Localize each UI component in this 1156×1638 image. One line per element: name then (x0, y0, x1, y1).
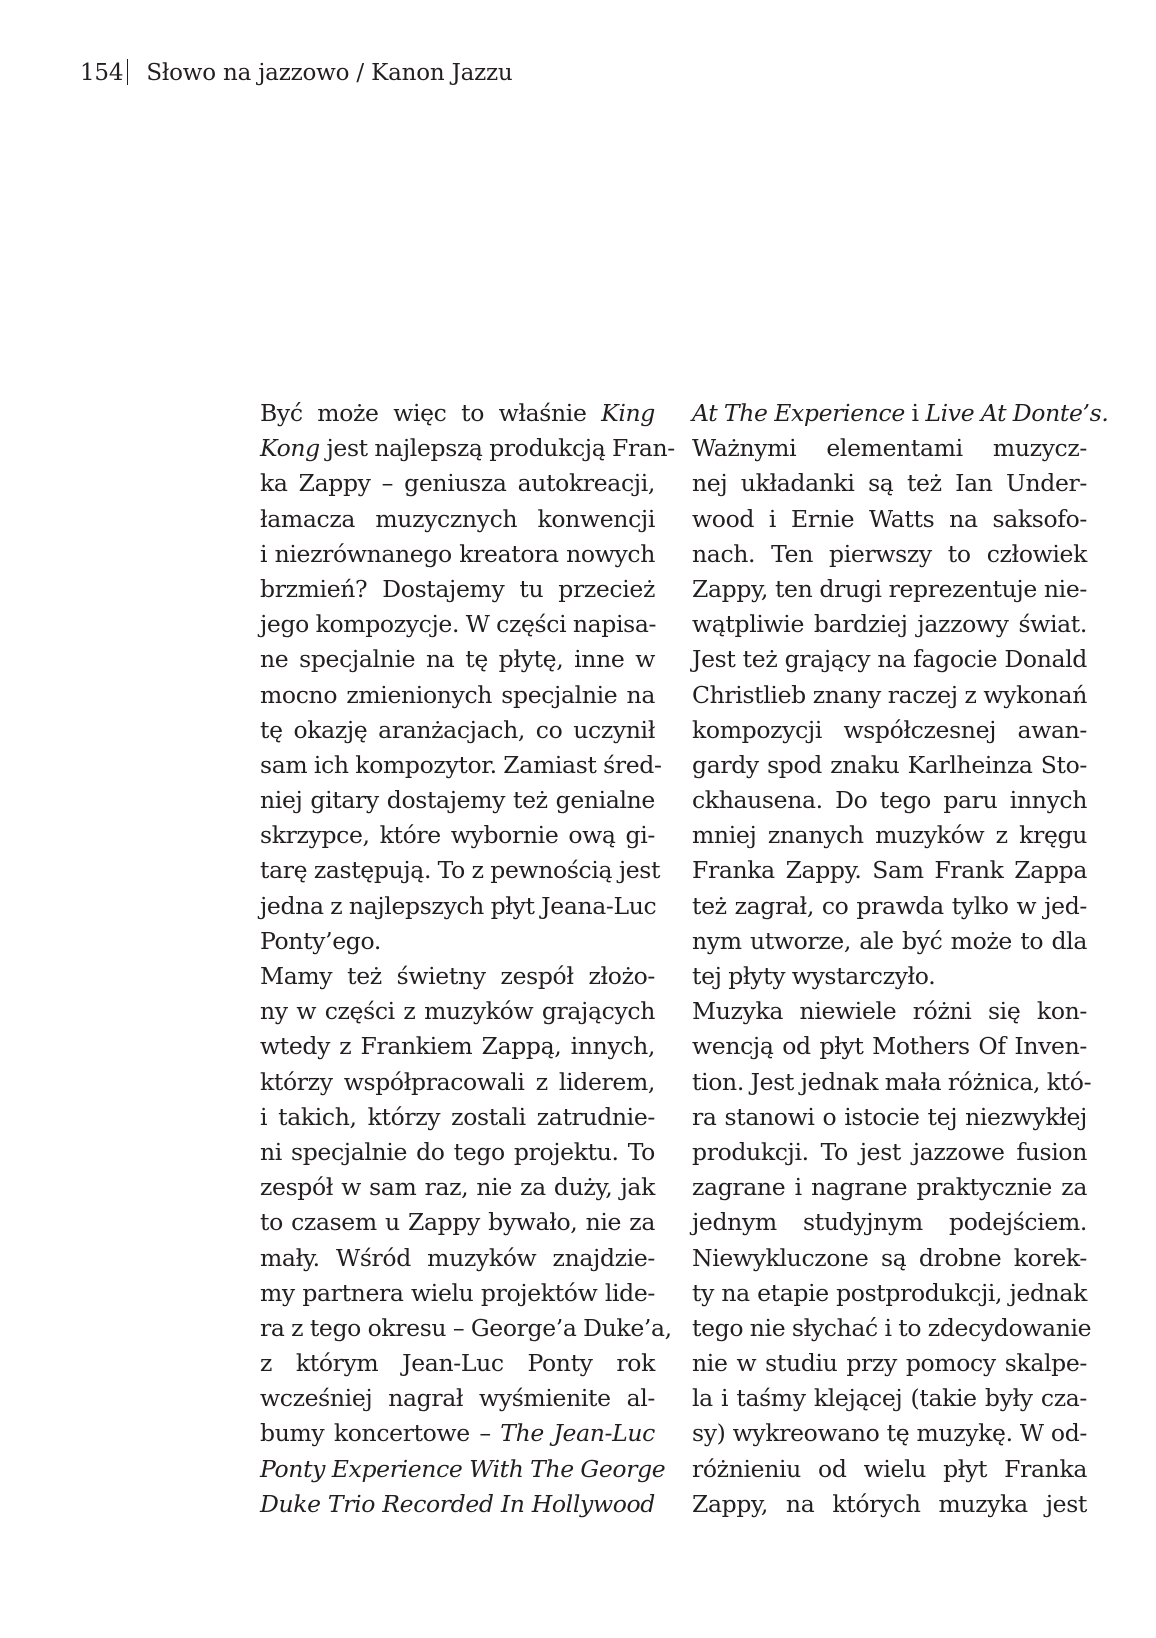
text-run: tion. Jest jednak mała różnica, któ- (692, 1067, 1092, 1096)
text-line (692, 1205, 1087, 1240)
text-run: jego kompozycje. W części napisa- (260, 610, 657, 639)
text-line (260, 1170, 655, 1205)
text-line (692, 889, 1087, 924)
text-line (260, 607, 655, 642)
text-run: ka Zappy – geniusza autokreacji, (260, 469, 655, 498)
text-run: zespół w sam raz, nie za duży, jak (260, 1173, 655, 1202)
text-line (260, 1241, 655, 1276)
text-run: nej układanki są też Ian Under- (692, 469, 1087, 498)
text-line (260, 748, 662, 783)
text-line (692, 1416, 1087, 1451)
text-column-left (260, 396, 675, 1522)
text-line (260, 1029, 655, 1064)
text-line (692, 1487, 1087, 1522)
text-run: mniej znanych muzyków z kręgu (692, 821, 1087, 850)
text-line (260, 959, 655, 994)
text-line (260, 537, 655, 572)
text-run: Ważnymi elementami muzycz- (692, 434, 1087, 463)
text-line (692, 502, 1087, 537)
text-run: skrzypce, które wybornie ową gi- (260, 821, 655, 850)
text-run: ni specjalnie do tego projektu. To (260, 1137, 655, 1166)
text-run: sam ich kompozytor. Zamiast śred- (260, 750, 662, 779)
text-run: ne specjalnie na tę płytę, inne w (260, 645, 655, 674)
text-run: nach. Ten pierwszy to człowiek (692, 539, 1087, 568)
text-line (692, 1346, 1087, 1381)
text-line (260, 1205, 655, 1240)
text-run: niej gitary dostajemy też genialne (260, 786, 655, 815)
text-run: Być może więc to właśnie (260, 399, 602, 427)
text-run: wcześniej nagrał wyśmienite al- (260, 1384, 655, 1413)
text-run: różnieniu od wielu płyt Franka (692, 1454, 1087, 1483)
text-run: z którym Jean-Luc Ponty rok (260, 1349, 655, 1378)
italic-title: Live At Donte’s. (925, 399, 1109, 427)
text-line (692, 1276, 1087, 1311)
italic-title: Ponty Experience With The George (260, 1454, 666, 1483)
text-run: bumy koncertowe – (260, 1419, 501, 1448)
text-line (692, 959, 1087, 994)
text-run: ckhausena. Do tego paru innych (692, 786, 1087, 815)
text-run: gardy spod znaku Karlheinza Sto- (692, 750, 1087, 779)
text-run: i niezrównanego kreatora nowych (260, 539, 655, 568)
text-run: ra z tego okresu – George’a Duke’a, (260, 1313, 672, 1342)
page-number: 154 (80, 60, 124, 86)
text-run: jednym studyjnym podejściem. (692, 1208, 1087, 1237)
text-line (692, 572, 1087, 607)
italic-title: King (601, 399, 655, 427)
text-run: jedna z najlepszych płyt Jeana-Luc (260, 891, 657, 920)
text-run: Christlieb znany raczej z wykonań (692, 680, 1087, 709)
text-line (692, 818, 1087, 853)
text-run: Jest też grający na fagocie Donald (692, 645, 1087, 674)
text-line (260, 1135, 655, 1170)
text-run: nym utworze, ale być może to dla (692, 926, 1087, 955)
text-line (260, 924, 655, 959)
text-run: produkcji. To jest jazzowe fusion (692, 1137, 1087, 1166)
text-run: wątpliwie bardziej jazzowy świat. (692, 610, 1087, 639)
text-run: sy) wykreowano tę muzykę. W od- (692, 1419, 1087, 1448)
text-run: Ponty’ego. (260, 926, 381, 955)
text-run: wood i Ernie Watts na saksofo- (692, 504, 1087, 533)
text-run: la i taśmy klejącej (takie były cza- (692, 1384, 1087, 1413)
text-run: i takich, którzy zostali zatrudnie- (260, 1102, 655, 1131)
text-run: brzmień? Dostajemy tu przecież (260, 574, 655, 603)
text-line (260, 642, 655, 677)
text-run: którzy współpracowali z liderem, (260, 1067, 655, 1096)
text-line (260, 502, 655, 537)
italic-title: Kong (260, 434, 320, 463)
text-line (260, 889, 655, 924)
text-line (260, 853, 661, 888)
text-line (260, 1416, 655, 1451)
text-line (692, 783, 1087, 818)
text-line (692, 713, 1087, 748)
text-line (260, 396, 655, 431)
text-line (692, 431, 1087, 466)
text-run: Zappy, na których muzyka jest (692, 1489, 1087, 1518)
text-run: ty na etapie postprodukcji, jednak (692, 1278, 1087, 1307)
text-run: tę okazję aranżacjach, co uczynił (260, 715, 655, 744)
header-separator (127, 59, 128, 85)
text-run: mały. Wśród muzyków znajdzie- (260, 1243, 655, 1272)
text-line (692, 853, 1087, 888)
text-run: wtedy z Frankiem Zappą, innych, (260, 1032, 655, 1061)
text-line (260, 1452, 666, 1487)
text-line (260, 572, 655, 607)
text-run: tego nie słychać i to zdecydowanie (692, 1313, 1092, 1342)
text-run: Niewykluczone są drobne korek- (692, 1243, 1087, 1272)
text-line (692, 537, 1087, 572)
text-line (260, 818, 655, 853)
text-run: my partnera wielu projektów lide- (260, 1278, 655, 1307)
text-run: ra stanowi o istocie tej niezwykłej (692, 1102, 1087, 1131)
text-line (692, 1029, 1087, 1064)
text-line (692, 1381, 1087, 1416)
text-line (260, 713, 655, 748)
text-run: i (904, 399, 926, 427)
text-run: to czasem u Zappy bywało, nie za (260, 1208, 655, 1237)
text-line (692, 607, 1087, 642)
text-run: Zappy, ten drugi reprezentuje nie- (692, 574, 1087, 603)
text-line (692, 1170, 1087, 1205)
text-column-right (692, 396, 1109, 1522)
text-run: nie w studiu przy pomocy skalpe- (692, 1349, 1087, 1378)
text-run: jest najlepszą produkcją Fran- (319, 434, 675, 463)
text-line (692, 748, 1087, 783)
text-run: też zagrał, co prawda tylko w jed- (692, 891, 1087, 920)
text-line (692, 678, 1087, 713)
text-run: tarę zastępują. To z pewnością jest (260, 856, 661, 885)
text-line (692, 1452, 1087, 1487)
italic-title: Duke Trio Recorded In Hollywood (260, 1489, 655, 1518)
text-line (260, 1276, 655, 1311)
text-run: Muzyka niewiele różni się kon- (692, 997, 1087, 1026)
text-line (260, 466, 655, 501)
text-line (260, 783, 655, 818)
text-run: Mamy też świetny zespół złożo- (260, 962, 655, 990)
text-run: kompozycji współczesnej awan- (692, 715, 1087, 744)
text-run: ny w części z muzyków grających (260, 997, 655, 1026)
running-title: Słowo na jazzowo / Kanon Jazzu (146, 60, 513, 86)
text-run: zagrane i nagrane praktycznie za (692, 1173, 1087, 1202)
text-line (692, 396, 1109, 431)
text-line (260, 431, 675, 466)
text-line (692, 1311, 1092, 1346)
text-line (692, 1135, 1087, 1170)
text-line (692, 1100, 1087, 1135)
italic-title: At The Experience (692, 399, 905, 427)
text-line (692, 1065, 1092, 1100)
text-run: wencją od płyt Mothers Of Inven- (692, 1032, 1087, 1061)
text-line (260, 1311, 672, 1346)
text-line (260, 994, 655, 1029)
text-run: tej płyty wystarczyło. (692, 962, 936, 990)
text-line (260, 678, 655, 713)
text-line (692, 924, 1087, 959)
text-line (260, 1065, 655, 1100)
text-run: Franka Zappy. Sam Frank Zappa (692, 856, 1087, 885)
text-line (260, 1346, 655, 1381)
text-line (692, 466, 1087, 501)
text-line (692, 994, 1087, 1029)
text-run: mocno zmienionych specjalnie na (260, 680, 655, 709)
text-run: łamacza muzycznych konwencji (260, 504, 655, 533)
text-line (260, 1487, 655, 1522)
italic-title: The Jean-Luc (500, 1419, 655, 1448)
running-header (80, 58, 513, 88)
text-line (260, 1381, 655, 1416)
text-line (692, 642, 1087, 677)
text-line (692, 1241, 1087, 1276)
text-line (260, 1100, 655, 1135)
